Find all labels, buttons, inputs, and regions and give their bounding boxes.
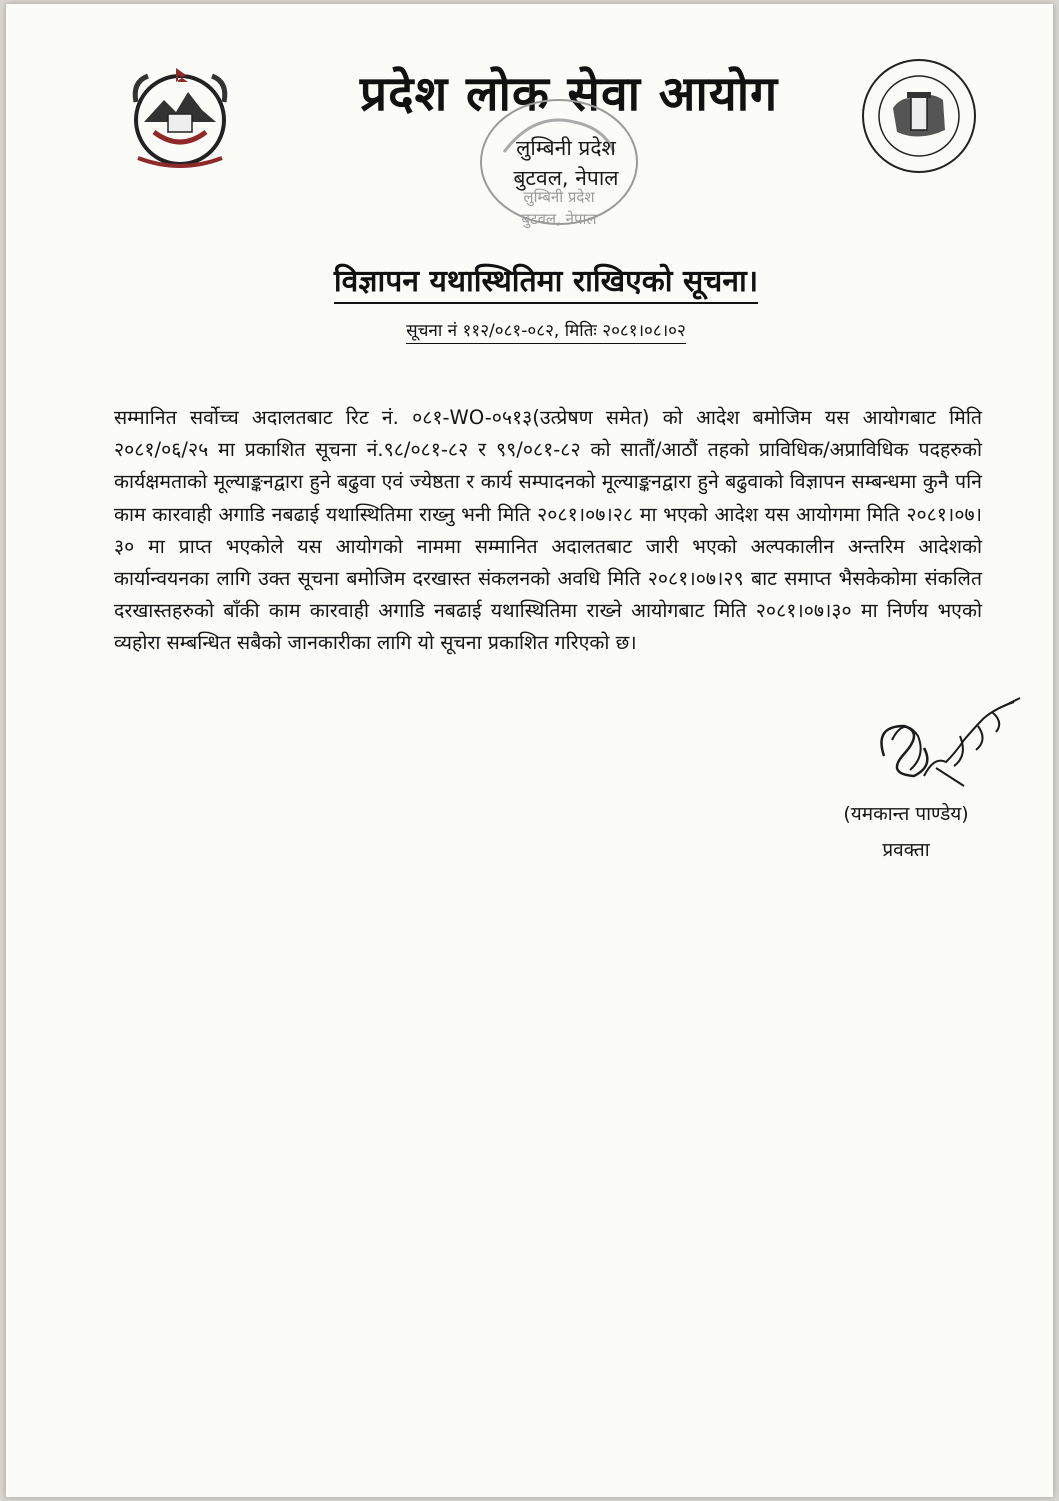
commission-seal-icon [859,56,979,176]
notice-sheet [6,4,1053,1497]
signature-icon [864,696,1024,806]
notice-title-text: विज्ञापन यथास्थितिमा राखिएको सूचना। [334,264,758,304]
notice-body: सम्मानित सर्वोच्च अदालतबाट रिट नं. ०८१-WO-०५१३(उत्प्रेषण समेत) को आदेश बमोजिम यस आयोगबाट मिति २०८१/०६/२५ मा प्रकाशित सूचना नं.९८/०८१-८२ र ९९/०८१-८२ को सातौं/आठौं तहको प्राविधिक/अप्राविधिक पदहरुको कार्यक्षमताको मूल्याङ्कनद्वारा हुने बढुवा एवं ज्येष्ठता र कार्य सम्पादनको मूल्याङ्कनद्वारा हुने बढुवाको विज्ञापन सम्बन्धमा कुनै पनि काम कारवाही अगाडि नबढाई यथास्थितिमा राख्नु भनी मिति २०८१।०७।२८ मा भएको आदेश यस आयोगमा मिति २०८१।०७।३० मा प्राप्त भएकोले यस आयोगको नाममा सम्मानित अदालतबाट जारी भएको अल्पकालीन अन्तरिम आदेशको कार्यान्वयनका लागि उक्त सूचना बमोजिम दरखास्त संकलनको अवधि मिति २०८१।०७।२९ बाट समाप्त भैसकेकोमा संकलित दरखास्तहरुको बाँकी काम कारवाही अगाडि नबढाई यथास्थितिमा राख्ने आयोगबाट मिति २०८१।०७।३० मा निर्णय भएको व्यहोरा सम्बन्धित सबैको जानकारीका लागि यो सूचना प्रकाशित गरिएको छ। [114,406,982,655]
org-name: प्रदेश लोक सेवा आयोग [359,66,779,122]
notice-reference-text: सूचना नं ११२/०८१-०८२, मितिः २०८१।०८।०२ [406,321,686,344]
notice-title [266,259,826,300]
province-name: लुम्बिनी प्रदेश [516,136,616,160]
office-location: बुटवल, नेपाल [513,166,619,190]
signatory-role: प्रवक्ता [882,839,930,861]
signatory-name: (यमकान्त पाण्डेय) [843,803,969,825]
notice-reference [306,318,786,341]
nepal-emblem-icon [124,62,236,174]
stamp-text-1: लुम्बिनी प्रदेश [523,188,595,206]
stamp-text-2: बुटवल, नेपाल [521,210,597,228]
